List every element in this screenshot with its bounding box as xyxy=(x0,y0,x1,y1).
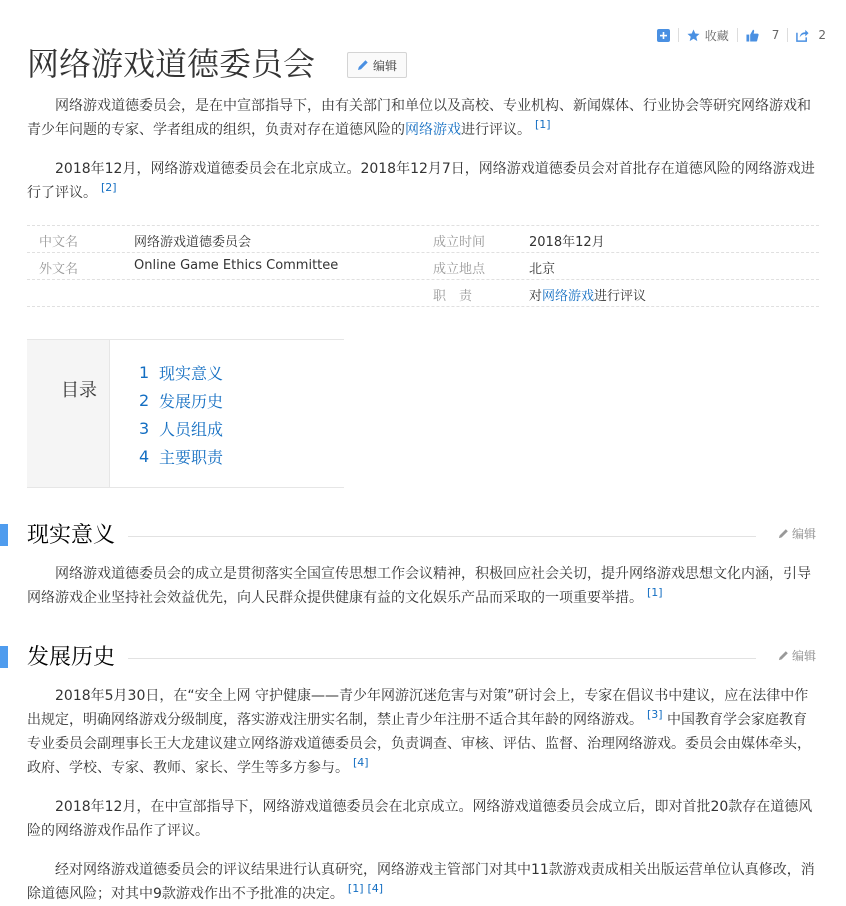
info-row xyxy=(27,225,819,253)
star-icon xyxy=(687,29,700,42)
online-game-link[interactable]: 网络游戏 xyxy=(405,122,461,138)
reference-link[interactable]: [1] xyxy=(535,118,551,132)
toc-item-significance[interactable] xyxy=(139,358,223,386)
toc-item-label: 主要职责 xyxy=(159,447,224,467)
summary-text: 2018年12月，网络游戏道德委员会在北京成立。2018年12月7日，网络游戏道德委员会对首批存在道德风险的网络游戏进行了评议。 xyxy=(27,161,815,201)
toc-item-number: 4 xyxy=(139,446,150,466)
significance-paragraph xyxy=(27,562,819,610)
toc-list xyxy=(139,358,223,470)
pencil-icon xyxy=(357,59,369,71)
top-toolbar xyxy=(649,24,834,46)
share-count: 2 xyxy=(818,28,826,42)
toc-title: 目录 xyxy=(61,380,97,401)
section-accent-bar xyxy=(0,524,8,546)
info-value-text: 对 xyxy=(529,289,543,304)
paragraph-text: 2018年12月，在中宣部指导下，网络游戏道德委员会在北京成立。网络游戏道德委员会成立后，即对首批20款存在道德风险的网络游戏作品作了评议。 xyxy=(27,799,813,839)
toc-item-number: 1 xyxy=(139,362,150,382)
toc-item-members[interactable] xyxy=(139,414,223,442)
like-count: 7 xyxy=(771,28,780,42)
section-divider xyxy=(128,658,756,659)
reference-link[interactable]: [3] xyxy=(647,708,663,722)
info-value: Online Game Ethics Committee xyxy=(134,258,339,273)
edit-label: 编辑 xyxy=(372,58,397,73)
info-key: 外文名 xyxy=(39,262,79,277)
info-value: 北京 xyxy=(529,262,556,277)
section-title: 发展历史 xyxy=(27,645,116,670)
section-heading-history xyxy=(0,644,820,674)
section-edit-button[interactable] xyxy=(778,525,816,542)
section-edit-label: 编辑 xyxy=(792,527,817,541)
pencil-icon xyxy=(778,650,789,661)
reference-link[interactable]: [4] xyxy=(367,882,384,896)
table-of-contents xyxy=(27,339,344,488)
section-heading-significance xyxy=(0,522,820,552)
summary-text: 网络游戏道德委员会，是在中宣部指导下，由有关部门和单位以及高校、专业机构、新闻媒体、行业协会等研究网络游戏和青少年问题的专家、学者组成的组织，负责对存在道德风险的 xyxy=(27,98,811,138)
info-key: 成立地点 xyxy=(433,262,486,277)
add-button[interactable] xyxy=(649,29,678,42)
section-edit-button[interactable] xyxy=(778,647,816,664)
paragraph-text: 经对网络游戏道德委员会的评议结果进行认真研究，网络游戏主管部门对其中11款游戏责成相关出版运营单位认真修改，消除道德风险；对其中9款游戏作出不予批准的决定。 xyxy=(27,862,815,902)
page-title: 网络游戏道德委员会 xyxy=(27,45,316,83)
share-icon xyxy=(796,29,809,42)
toc-item-number: 2 xyxy=(139,390,150,410)
info-key: 职 责 xyxy=(433,289,473,304)
reference-link[interactable]: [1] xyxy=(647,586,663,600)
paragraph-text: 中国教育学会家庭教育专业委员会副理事长王大龙建议建立网络游戏道德委员会，负责调查、审核、评估、监督、治理网络游戏。委员会由媒体牵头，政府、学校、专家、教师、家长、学生等多方参与。 xyxy=(27,712,811,776)
favorite-button[interactable] xyxy=(679,27,737,44)
info-key: 成立时间 xyxy=(433,235,486,250)
info-key: 中文名 xyxy=(39,235,79,250)
toc-item-duties[interactable] xyxy=(139,442,223,470)
summary-text: 进行评议。 xyxy=(461,122,531,138)
history-paragraph-2 xyxy=(27,795,819,843)
info-value xyxy=(529,285,646,304)
reference-link[interactable]: [2] xyxy=(101,181,117,195)
history-paragraph-1 xyxy=(27,684,819,780)
info-value-text: 进行评议 xyxy=(594,289,647,304)
reference-link[interactable]: [1] xyxy=(347,882,364,896)
history-paragraph-3 xyxy=(27,858,819,906)
toc-item-history[interactable] xyxy=(139,386,223,414)
section-accent-bar xyxy=(0,646,8,668)
favorite-label: 收藏 xyxy=(704,28,729,43)
paragraph-text: 网络游戏道德委员会的成立是贯彻落实全国宣传思想工作会议精神，积极回应社会关切，提升网络游戏思想文化内涵，引导网络游戏企业坚持社会效益优先，向人民群众提供健康有益的文化娱乐产品而采取的一项重要举措。 xyxy=(27,566,811,606)
section-edit-label: 编辑 xyxy=(792,649,817,663)
toc-item-number: 3 xyxy=(139,418,150,438)
toc-header-panel xyxy=(27,340,110,487)
info-row xyxy=(27,253,819,280)
pencil-icon xyxy=(778,528,789,539)
section-title: 现实意义 xyxy=(27,523,116,548)
toc-item-label: 现实意义 xyxy=(159,363,224,383)
info-row xyxy=(27,280,819,307)
plus-square-icon xyxy=(657,29,670,42)
info-value: 网络游戏道德委员会 xyxy=(134,235,252,250)
basic-info-box xyxy=(27,225,819,307)
toc-item-label: 人员组成 xyxy=(159,419,224,439)
share-button[interactable] xyxy=(788,28,834,42)
toc-item-label: 发展历史 xyxy=(159,391,224,411)
info-value: 2018年12月 xyxy=(529,235,605,250)
edit-button[interactable] xyxy=(347,52,407,78)
summary-paragraph-1 xyxy=(27,94,819,142)
summary-paragraph-2 xyxy=(27,157,819,205)
online-game-link[interactable]: 网络游戏 xyxy=(542,289,595,304)
reference-link[interactable]: [4] xyxy=(353,756,369,770)
paragraph-text: 2018年5月30日，在“安全上网 守护健康——青少年网游沉迷危害与对策”研讨会上，专家在倡议书中建议，应在法律中作出规定，明确网络游戏分级制度，落实游戏注册实名制，禁止青少年注册不适合其年龄的网络游戏。 xyxy=(27,688,809,728)
like-button[interactable] xyxy=(738,28,788,42)
section-divider xyxy=(128,536,756,537)
thumbs-up-icon xyxy=(746,29,759,42)
